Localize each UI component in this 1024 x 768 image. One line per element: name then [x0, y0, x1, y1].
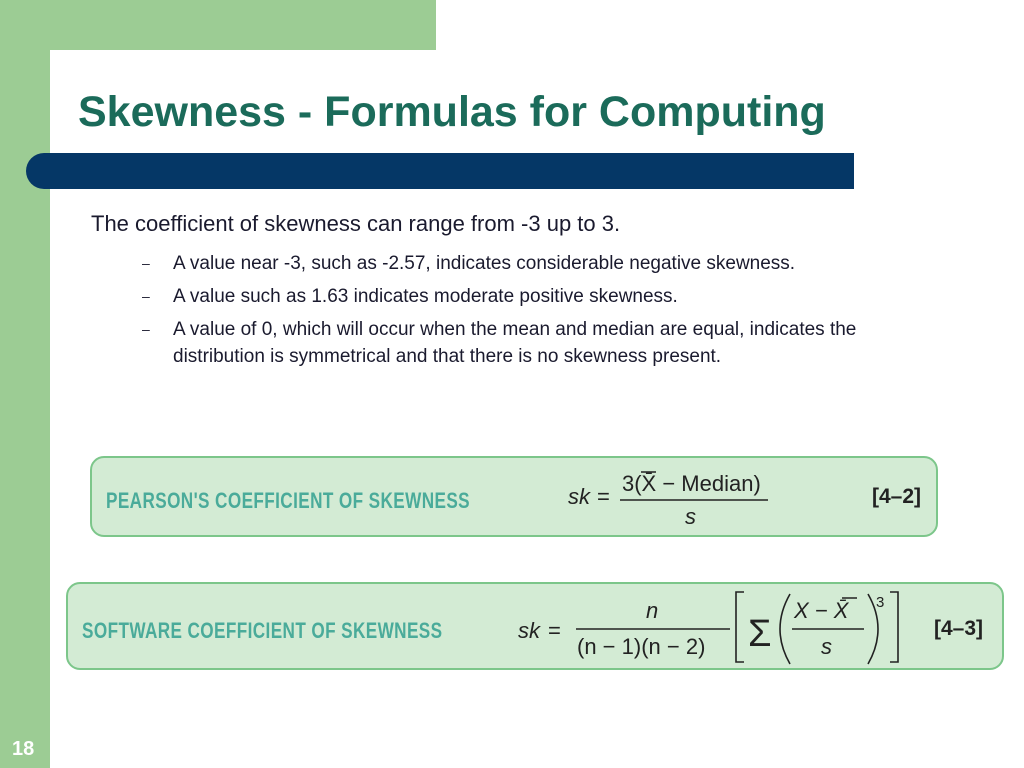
top-green-band [0, 0, 436, 50]
formula-numerator: n [646, 598, 659, 623]
formula-equals: = [597, 484, 610, 509]
bullet-dash: – [142, 321, 150, 337]
sum-symbol: Σ [748, 613, 772, 655]
bullet-item [142, 316, 942, 370]
formula-lhs: sk [568, 484, 590, 509]
inner-numerator: X − X̄ [794, 598, 849, 623]
inner-denominator: s [821, 634, 832, 659]
bullet-item [142, 250, 942, 277]
formula-denominator: s [685, 504, 696, 529]
bullet-text: A value such as 1.63 indicates moderate positive skewness. [173, 286, 678, 307]
pearson-equation-number: [4–2] [872, 485, 922, 508]
right-bracket [890, 592, 898, 662]
software-formula-label: SOFTWARE COEFFICIENT OF SKEWNESS [82, 618, 443, 643]
pearson-formula [92, 458, 936, 535]
pearson-formula-label: PEARSON'S COEFFICIENT OF SKEWNESS [106, 488, 471, 513]
pearson-formula-box [90, 456, 938, 537]
title-underline-bar [26, 153, 854, 189]
page-number: 18 [12, 738, 35, 760]
bullet-dash: – [142, 288, 150, 304]
bullet-list [142, 250, 942, 376]
software-equation-number: [4–3] [934, 617, 984, 640]
slide-title: Skewness - Formulas for Computing [78, 88, 826, 136]
bullet-text: A value near -3, such as -2.57, indicates considerable negative skewness. [173, 253, 796, 274]
left-bracket [736, 592, 744, 662]
software-formula [68, 584, 1002, 668]
exponent: 3 [876, 594, 885, 611]
software-formula-box [66, 582, 1004, 670]
left-green-band [0, 0, 50, 768]
bullet-item [142, 283, 942, 310]
formula-lhs: sk [518, 618, 540, 643]
formula-denominator: (n − 1)(n − 2) [577, 634, 706, 659]
formula-equals: = [548, 618, 561, 643]
bullet-text: A value of 0, which will occur when the mean and median are equal, indicates the distribution is symmetrical and that there is no skewness present. [173, 319, 857, 367]
intro-text: The coefficient of skewness can range from -3 up to 3. [91, 211, 621, 236]
left-paren [780, 594, 790, 664]
formula-numerator: 3(X̄ − Median) [622, 471, 761, 496]
bullet-dash: – [142, 255, 150, 271]
